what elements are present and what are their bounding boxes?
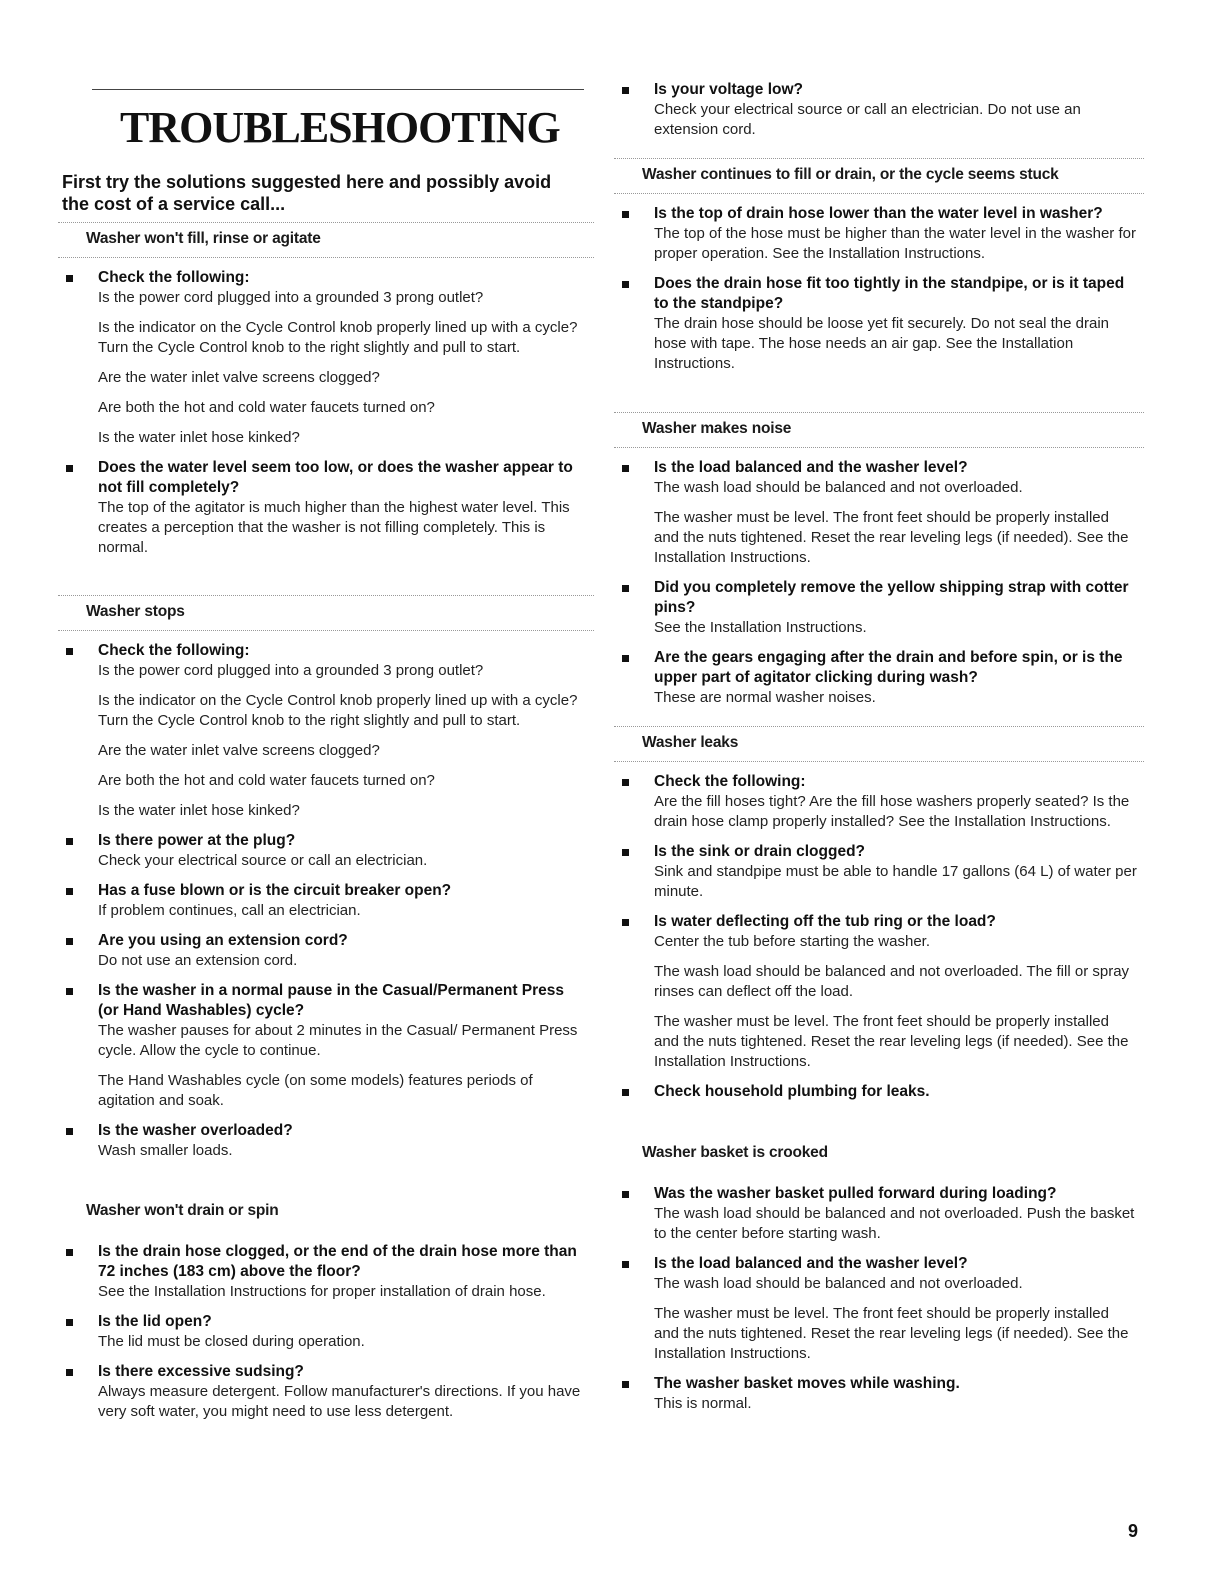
answer: Are the water inlet valve screens clogged? (98, 742, 380, 759)
bullet-icon (622, 1261, 629, 1268)
question: Is the load balanced and the washer level? (654, 1255, 968, 1272)
question: The washer basket moves while washing. (654, 1375, 960, 1392)
answer: The wash load should be balanced and not overloaded. (654, 1275, 1023, 1292)
answer: Sink and standpipe must be able to handle 17 gallons (64 L) of water per minute. (654, 863, 1137, 900)
bullet-icon (66, 938, 73, 945)
answer: Do not use an extension cord. (98, 952, 298, 969)
question: Is the top of drain hose lower than the water level in washer? (654, 205, 1103, 222)
answer: The washer pauses for about 2 minutes in the Casual/ Permanent Press cycle. Allow the cycle to continue. (98, 1022, 578, 1059)
section-header: Washer continues to fill or drain, or the cycle seems stuck (642, 162, 1138, 190)
bullet-icon (66, 275, 73, 282)
answer: The wash load should be balanced and not overloaded. The fill or spray rinses can deflect off the load. (654, 963, 1130, 1000)
bullet-icon (66, 1319, 73, 1326)
question: Does the water level seem too low, or does the washer appear to not fill completely? (98, 459, 573, 496)
list-item (62, 641, 588, 821)
answer: The lid must be closed during operation. (98, 1333, 365, 1350)
section-leaks (618, 730, 1138, 1112)
page-number: 9 (1128, 1521, 1139, 1541)
list-item (618, 648, 1138, 708)
list-item (618, 80, 1138, 140)
question: Is water deflecting off the tub ring or the load? (654, 913, 996, 930)
answer: The wash load should be balanced and not overloaded. (654, 479, 1023, 496)
answer: These are normal washer noises. (654, 689, 876, 706)
answer: The top of the agitator is much higher than the highest water level. This creates a perception that the washer is not filling completely. This is normal. (98, 499, 570, 556)
question: Is the load balanced and the washer level? (654, 459, 968, 476)
question: Is the washer overloaded? (98, 1122, 293, 1139)
section-noise (618, 416, 1138, 718)
answer: The top of the hose must be higher than the water level in the washer for proper operation. See the Installation Instructions. (654, 225, 1136, 262)
bullet-icon (622, 655, 629, 662)
list-item (62, 831, 588, 871)
answer: Check your electrical source or call an electrician. Do not use an extension cord. (654, 101, 1081, 138)
question: Does the drain hose fit too tightly in the standpipe, or is it taped to the standpipe? (654, 275, 1125, 312)
answer: Are both the hot and cold water faucets turned on? (98, 399, 435, 416)
list-item (618, 1184, 1138, 1244)
question: Check the following: (98, 642, 250, 659)
answer: Always measure detergent. Follow manufacturer's directions. If you have very soft water, you might need to use less detergent. (98, 1383, 581, 1420)
answer: The washer must be level. The front feet should be properly installed and the nuts tightened. Reset the rear leveling legs (if needed). See the Installation Instructions. (654, 509, 1129, 566)
question: Is the drain hose clogged, or the end of the drain hose more than 72 inches (183 cm) above the floor? (98, 1243, 577, 1280)
answer: Is the indicator on the Cycle Control knob properly lined up with a cycle? Turn the Cycle Control knob to the right slightly and pull to start. (98, 319, 578, 356)
answer: Is the water inlet hose kinked? (98, 429, 300, 446)
question: Is there power at the plug? (98, 832, 296, 849)
answer: Are the water inlet valve screens clogged? (98, 369, 380, 386)
section-header: Washer won't fill, rinse or agitate (86, 226, 588, 254)
section-header: Washer makes noise (642, 416, 1138, 444)
answer: Is the indicator on the Cycle Control knob properly lined up with a cycle? Turn the Cycle Control knob to the right slightly and pull to start. (98, 692, 578, 729)
bullet-icon (66, 838, 73, 845)
question: Is the lid open? (98, 1313, 212, 1330)
answer: See the Installation Instructions for proper installation of drain hose. (98, 1283, 546, 1300)
question: Check household plumbing for leaks. (654, 1083, 930, 1100)
answer: The drain hose should be loose yet fit securely. Do not seal the drain hose with tape. The hose needs an air gap. See the Installation Instructions. (654, 315, 1109, 372)
question: Is there excessive sudsing? (98, 1363, 304, 1380)
page-title: TROUBLESHOOTING (120, 103, 560, 152)
list-item (62, 881, 588, 921)
section-header: Washer basket is crooked (642, 1144, 828, 1161)
bullet-icon (66, 1128, 73, 1135)
list-item (618, 912, 1138, 1072)
list-item (62, 1242, 588, 1302)
section-header: Washer stops (86, 599, 588, 627)
list-item (62, 1362, 588, 1422)
section-header: Washer leaks (642, 730, 1138, 758)
list-item (618, 458, 1138, 568)
bullet-icon (622, 1089, 629, 1096)
list-item (62, 458, 588, 558)
bullet-icon (66, 888, 73, 895)
list-item (62, 1312, 588, 1352)
list-item (618, 772, 1138, 832)
list-item (62, 931, 588, 971)
answer: Is the power cord plugged into a grounded 3 prong outlet? (98, 662, 484, 679)
list-item (618, 842, 1138, 902)
bullet-icon (66, 648, 73, 655)
bullet-icon (622, 779, 629, 786)
answer: Are both the hot and cold water faucets turned on? (98, 772, 435, 789)
section-wont-drain (62, 1198, 588, 1432)
question: Was the washer basket pulled forward during loading? (654, 1185, 1057, 1202)
list-item (618, 204, 1138, 264)
bullet-icon (66, 1369, 73, 1376)
bullet-icon (66, 465, 73, 472)
question: Check the following: (98, 269, 250, 286)
question: Has a fuse blown or is the circuit breaker open? (98, 882, 452, 899)
list-item (618, 1374, 1138, 1414)
intro-text: First try the solutions suggested here and possibly avoid the cost of a service call... (62, 172, 552, 214)
answer: See the Installation Instructions. (654, 619, 867, 636)
list-item (62, 981, 588, 1111)
answer: The washer must be level. The front feet should be properly installed and the nuts tightened. Reset the rear leveling legs (if needed). See the Installation Instructions. (654, 1305, 1129, 1362)
list-item (618, 1254, 1138, 1364)
bullet-icon (622, 1191, 629, 1198)
answer: Check your electrical source or call an electrician. (98, 852, 428, 869)
answer: Is the water inlet hose kinked? (98, 802, 300, 819)
question: Is the sink or drain clogged? (654, 843, 866, 860)
bullet-icon (622, 585, 629, 592)
section-voltage (618, 80, 1138, 150)
answer: Is the power cord plugged into a grounded 3 prong outlet? (98, 289, 484, 306)
question: Did you completely remove the yellow shipping strap with cotter pins? (654, 579, 1129, 616)
section-stops (62, 599, 588, 1171)
bullet-icon (622, 465, 629, 472)
bullet-icon (622, 919, 629, 926)
answer: This is normal. (654, 1395, 752, 1412)
question: Is your voltage low? (654, 81, 803, 98)
section-header: Washer won't drain or spin (86, 1202, 279, 1219)
bullet-icon (622, 87, 629, 94)
question: Check the following: (654, 773, 806, 790)
answer: The wash load should be balanced and not overloaded. Push the basket to the center before starting wash. (654, 1205, 1135, 1242)
question: Is the washer in a normal pause in the Casual/Permanent Press (or Hand Washables) cycle? (98, 982, 565, 1019)
section-continues-fill (618, 162, 1138, 384)
list-item (618, 578, 1138, 638)
bullet-icon (622, 211, 629, 218)
question: Are the gears engaging after the drain and before spin, or is the upper part of agitator clicking during wash? (654, 649, 1123, 686)
bullet-icon (66, 1249, 73, 1256)
section-wont-fill (62, 226, 588, 568)
question: Are you using an extension cord? (98, 932, 348, 949)
answer: The Hand Washables cycle (on some models) features periods of agitation and soak. (98, 1072, 533, 1109)
list-item (62, 268, 588, 448)
bullet-icon (622, 849, 629, 856)
section-basket-crooked (618, 1140, 1138, 1424)
answer: Center the tub before starting the washer. (654, 933, 930, 950)
answer: The washer must be level. The front feet should be properly installed and the nuts tightened. Reset the rear leveling legs (if needed). See the Installation Instructions. (654, 1013, 1129, 1070)
list-item (62, 1121, 588, 1161)
bullet-icon (622, 281, 629, 288)
bullet-icon (622, 1381, 629, 1388)
bullet-icon (66, 988, 73, 995)
answer: If problem continues, call an electrician. (98, 902, 361, 919)
answer: Are the fill hoses tight? Are the fill hose washers properly seated? Is the drain hose clamp properly installed? See the Installation Instructions. (654, 793, 1130, 830)
answer: Wash smaller loads. (98, 1142, 233, 1159)
list-item (618, 274, 1138, 374)
list-item (618, 1082, 1138, 1102)
title-rule (92, 89, 584, 90)
